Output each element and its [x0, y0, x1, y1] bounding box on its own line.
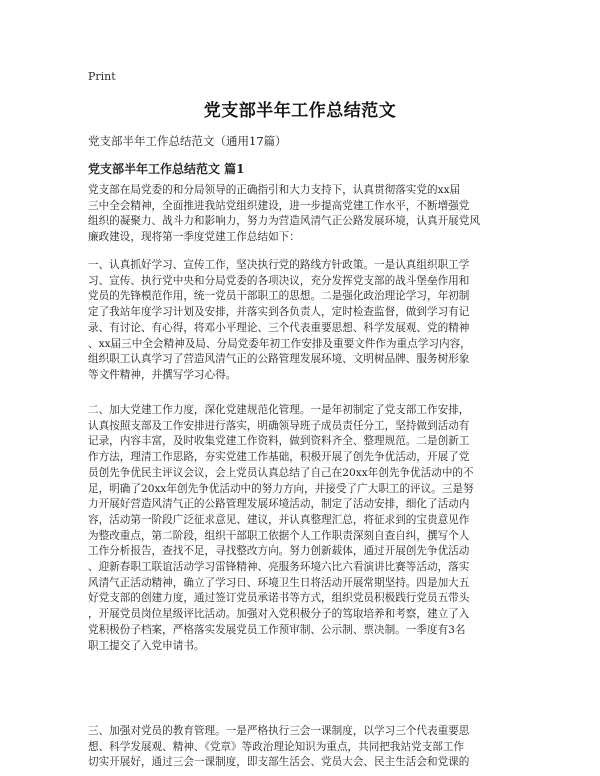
paragraph-line: 、xx届三中全会精神及局、分局党委年初工作安排及重要文件作为重点学习内容，: [88, 337, 471, 350]
paragraph-line: ，开展党员岗位星级评比活动。加强对入党积极分子的笃取培养和考察，建立了入: [88, 608, 470, 621]
paragraph-line: 记录，内容丰富，及时收集党建工作资料，做到资料齐全、整理规范。二是创新工: [88, 435, 470, 448]
paragraph-intro: [88, 183, 520, 246]
paragraph-party-building: [88, 403, 520, 654]
paragraph-line: 党支部在局党委的和分局领导的正确指引和大力支持下，认真贯彻落实党的xx届: [88, 184, 461, 196]
paragraph-study: [88, 258, 520, 384]
paragraph-line: 力开展好营造风清气正的公路管理发展环境活动，制定了活动安排，细化了活动内: [88, 498, 470, 511]
paragraph-line: 为整改重点，第二阶段，组织干部职工依据个人工作职责深刻自查自纠，撰写个人: [88, 529, 470, 542]
paragraph-line: 廉政建设，现将第一季度党建工作总结如下：: [88, 231, 300, 244]
paragraph-education: [88, 724, 520, 771]
paragraph-line: 风清气正活动精神，确立了学习日、环境卫生日将活动开展常期坚持。四是加大五: [88, 576, 470, 589]
paragraph-line: 党积极份子档案，严格落实发展党员工作预审制、公示制、票决制。一季度有3名: [88, 623, 466, 636]
paragraph-line: 好党支部的创建力度，通过签订党员承诺书等方式，组织党员积极践行党员五带头: [88, 592, 470, 605]
paragraph-line: 作方法，理清工作思路，夯实党建工作基础，积极开展了创先争优活动，开展了党: [88, 451, 470, 464]
paragraph-line: 习、宣传、执行党中央和分局党委的各项决议，充分发挥党支部的战斗堡垒作用和: [88, 274, 470, 287]
paragraph-line: 三、加强对党员的教育管理。一是严格执行三会一课制度，以学习三个代表重要思: [88, 725, 470, 737]
paragraph-line: 党员的先锋模范作用，统一党员干部职工的思想。二是强化政治理论学习，年初制: [88, 290, 470, 303]
paragraph-line: 三中全会精神，全面推进我站党组织建设，进一步提高党建工作水平，不断增强党: [88, 199, 470, 212]
paragraph-line: 一、认真抓好学习、宣传工作，坚决执行党的路线方针政策。一是认真组织职工学: [88, 259, 470, 271]
paragraph-line: 等文件精神，并撰写学习心得。: [88, 368, 237, 381]
paragraph-line: 切实开展好，通过三会一课制度，即支部生活会、党员大会、民主生活会和党课的: [88, 756, 470, 769]
paragraph-line: 想、科学发展观、精神、《党章》等政治理论知识为重点，共同把我站党支部工作: [88, 740, 465, 753]
paragraph-line: 容，活动第一阶段广泛征求意见、建议，并认真整理汇总，将征求到的宝贵意见作: [88, 513, 470, 526]
paragraph-line: 员创先争优民主评议会议，会上党员认真总结了自己在20xx年创先争优活动中的不: [88, 466, 474, 479]
paragraph-line: 组织的凝聚力、战斗力和影响力，努力为营造风清气正公路发展环境，认真开展党风: [88, 215, 480, 228]
document-subtitle: 党支部半年工作总结范文（通用17篇）: [88, 134, 287, 148]
paragraph-line: 职工提交了入党申请书。: [88, 639, 205, 652]
paragraph-line: 组织职工认真学习了营造风清气正的公路管理发展环境、文明树品牌、服务树形象: [88, 353, 470, 366]
section-heading: 党支部半年工作总结范文 篇1: [88, 162, 245, 176]
paragraph-line: 工作分析报告，查找不足，寻找整改方向。努力创新载体，通过开展创先争优活动: [88, 545, 470, 558]
paragraph-line: 定了我站年度学习计划及安排，并落实到各负责人，定时检查监督，做到学习有记: [88, 306, 470, 319]
paragraph-line: 二、加大党建工作力度，深化党建规范化管理。一是年初制定了党支部工作安排，: [88, 404, 470, 416]
paragraph-line: 认真按照支部及工作安排进行落实，明确领导班子成员责任分工，坚持做到活动有: [88, 419, 470, 432]
print-link[interactable]: Print: [88, 70, 116, 83]
document-title: 党支部半年工作总结范文: [203, 101, 397, 121]
paragraph-line: 录、有讨论、有心得，将邓小平理论、三个代表重要思想、科学发展观、党的精神: [88, 321, 470, 334]
paragraph-line: 足，明确了20xx年创先争优活动中的努力方向，并接受了广大职工的评议。三是努: [88, 482, 474, 495]
paragraph-line: 、迎新春职工联谊活动学习雷锋精神、亮服务环境六比六看演讲比赛等活动，落实: [88, 561, 470, 574]
